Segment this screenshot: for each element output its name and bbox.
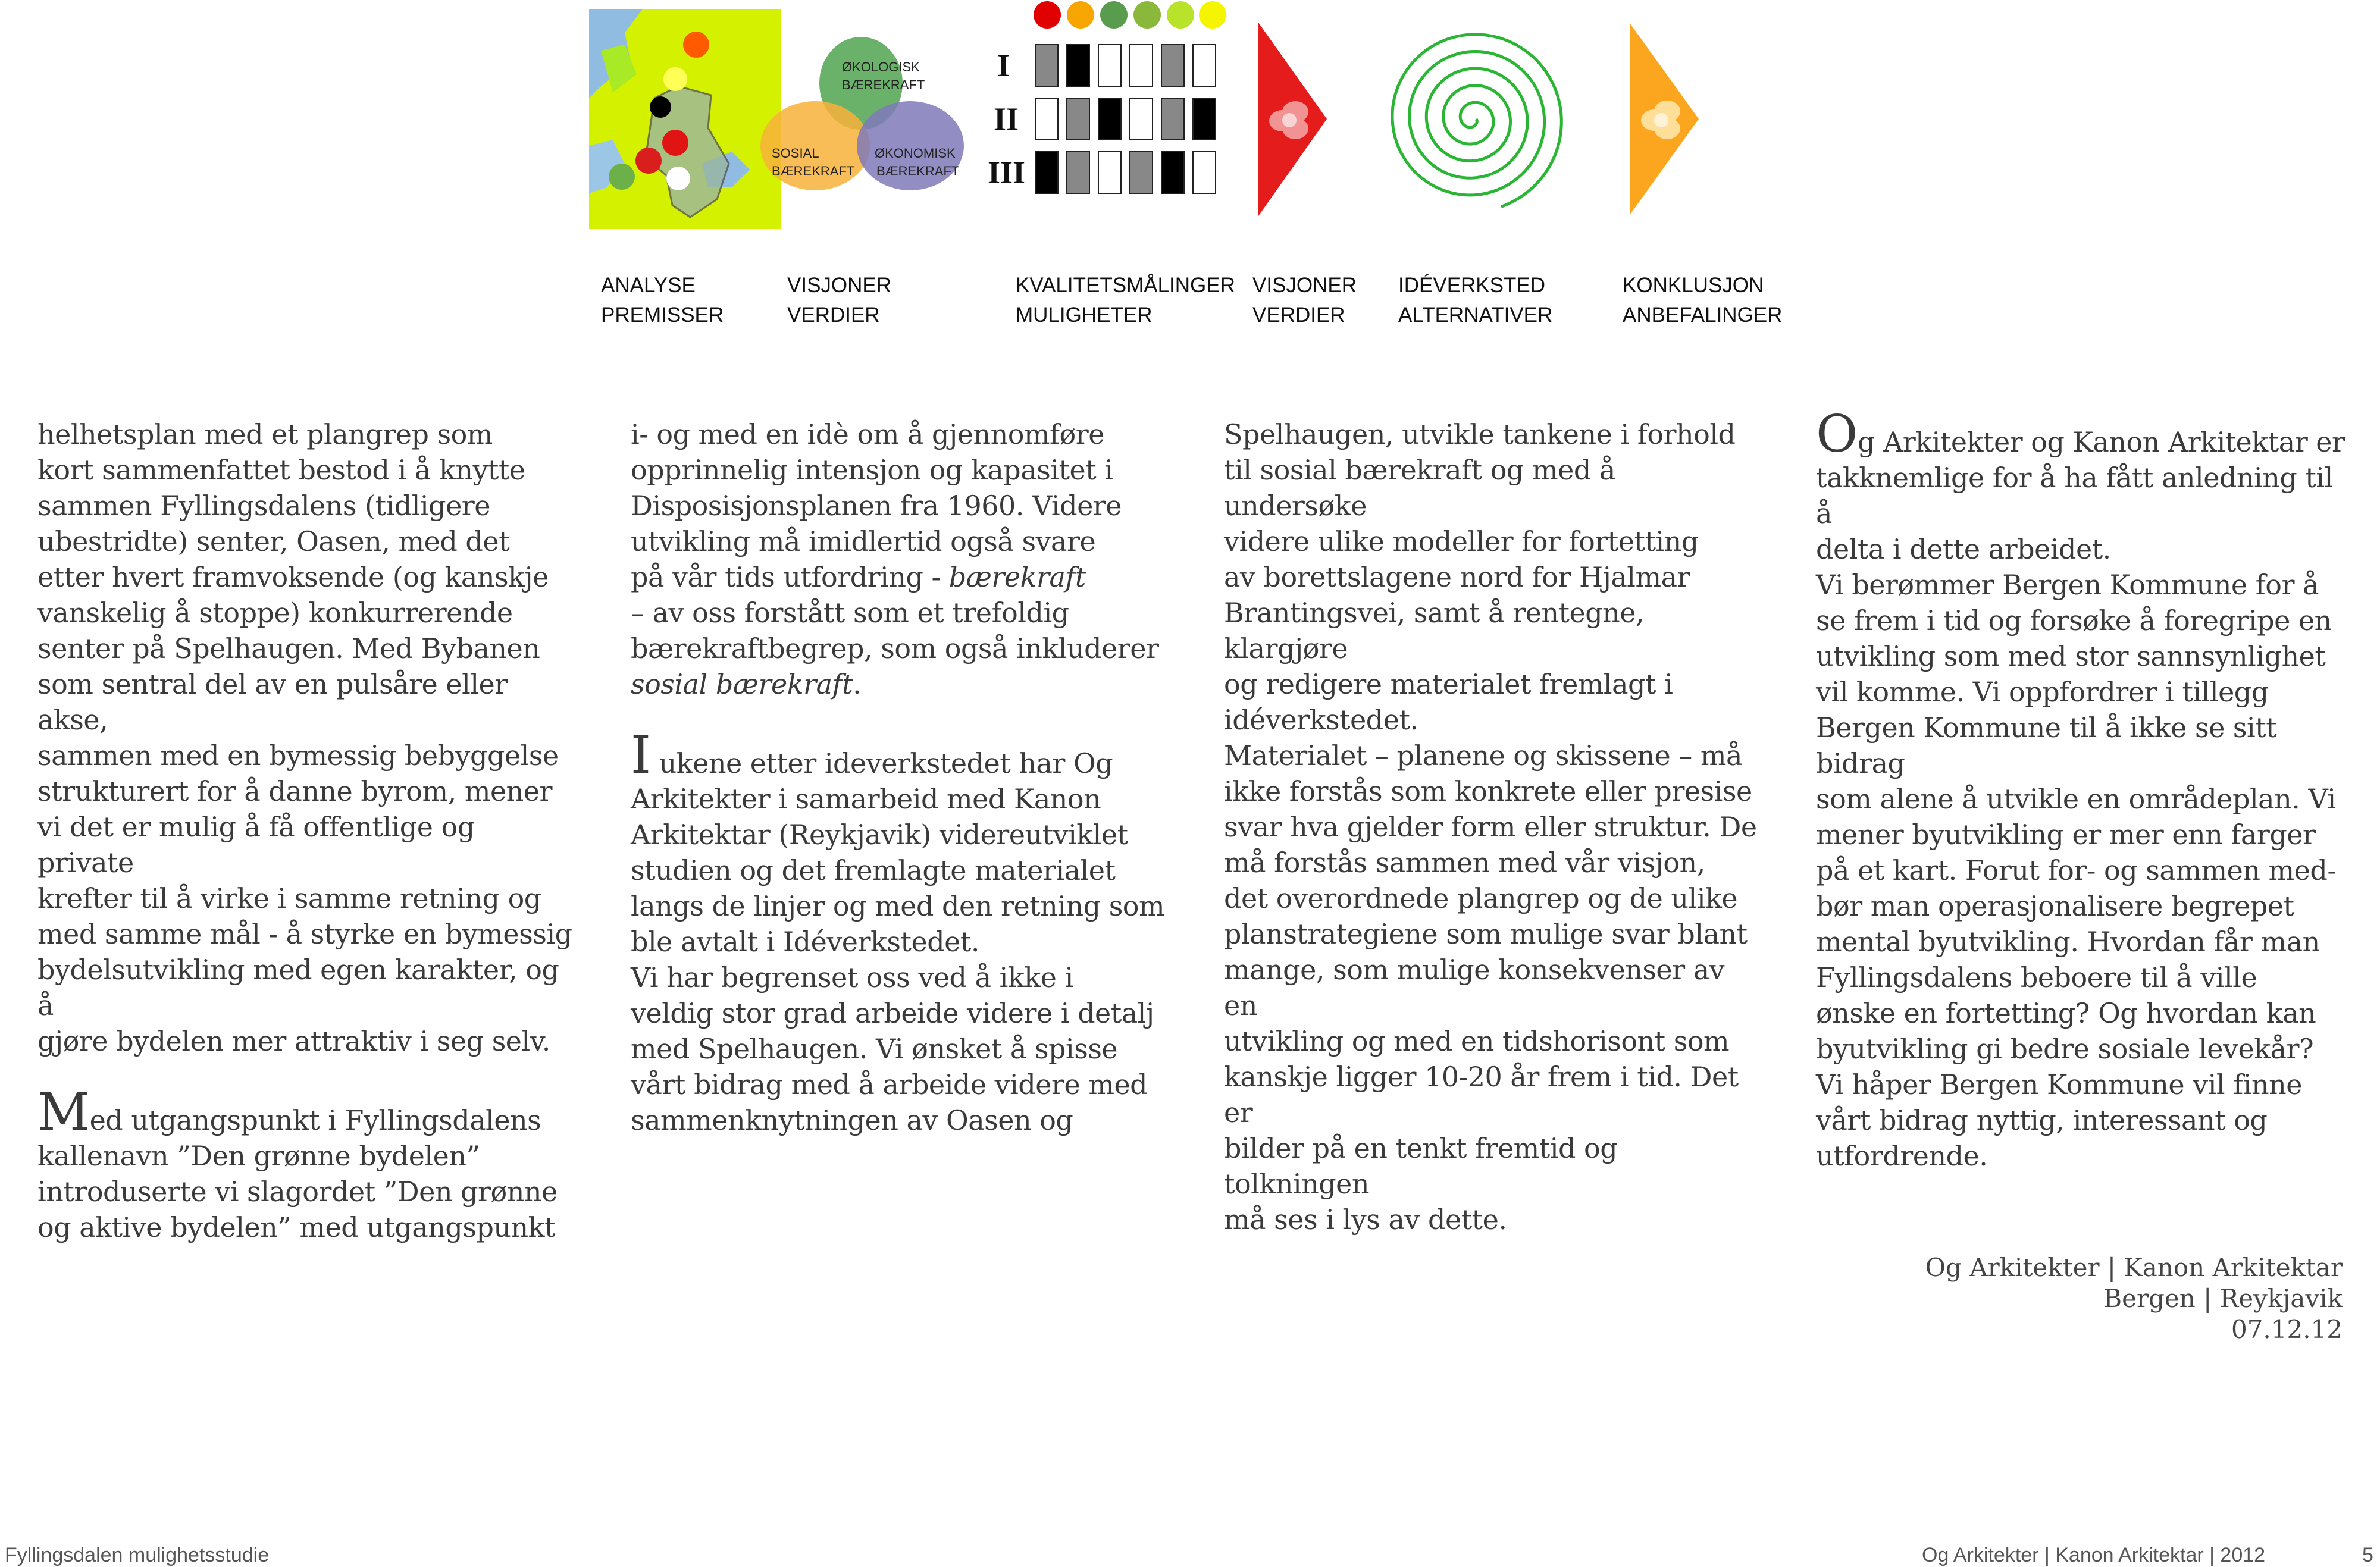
paragraph: helhetsplan med et plangrep som kort sammenfattet bestod i å knytte sammen Fyllingsdalens (tidligere ubestridte) senter, Oasen, med det etter hvert framvoksende (og kanskje vanskelig å stoppe) konkurrerende senter på Spelhaugen. Med Bybanen som sentral del av en pulsåre eller akse, sammen med en bymessig bebyggelse strukturert for å danne byrom, mener vi det er mulig å få offentlige og private krefter til å virke i samme retning og med samme mål - å styrke en bymessig bydelsutvikling med egen karakter, og å gjøre bydelen mer attraktiv i seg selv. [37,418,572,1057]
step-label-kvalitetsmalinger: KVALITETSMÅLINGER MULIGHETER [1016,274,1235,327]
social-label-1: SOSIAL [772,146,819,161]
signoff-cities: Bergen | Reykjavik [2103,1284,2343,1313]
text-column-1 [37,416,573,1245]
economic-label-2: BÆREKRAFT [876,164,960,178]
color-dot [1133,1,1161,29]
color-dot [1199,1,1226,29]
ecological-label-2: BÆREKRAFT [842,77,925,92]
signoff-block [1925,1252,2343,1345]
spiral-icon [1374,24,1571,214]
footer-credits: Og Arkitekter | Kanon Arkitektar | 2012 [1922,1544,2266,1566]
red-arrow-icon [1258,23,1330,216]
paragraph: I ukene etter ideverkstedet har Og Arkitekter i samarbeid med Kanon Arkitektar (Reykjavik) videreutviklet studien og det fremlagte materialet langs de linjer og med den retning som ble avtalt i Idéverkstedet. Vi har begrenset oss ved å ikke i veldig stor grad arbeide videre i detalj med Spelhaugen. Vi ønsket å spisse vårt bidrag med å arbeide videre med sammenknytningen av Oasen og [631,726,1165,1136]
row-label-i: I [997,48,1010,83]
quality-measurements-icon [988,0,1238,202]
analysis-map-icon [589,9,781,229]
step-label-konklusjon: KONKLUSJON ANBEFALINGER [1623,274,1783,327]
paragraph: Og Arkitekter og Kanon Arkitektar er takknemlige for å ha fått anledning til å delta i dette arbeidet. Vi berømmer Bergen Kommune for å se frem i tid og forsøke å foregripe en utvikling som med stor sannsynlighet vil komme. Vi oppfordrer i tillegg Bergen Kommune til å ikke se sitt bidrag som alene å utvikle en områdeplan. Vi mener byutvikling er mer enn farger på et kart. Forut for- og sammen med- bør man operasjonalisere begrepet mental byutvikling. Hvordan får man Fyllingsdalens beboere til å ville ønske en fortetting? Og hvordan kan byutvikling gi bedre sosiale levekår? Vi håper Bergen Kommune vil finne vårt bidrag nyttig, interessant og utfordrende. [1816,405,2345,1172]
text-column-2 [631,416,1166,1138]
text-column-4 [1816,405,2351,1174]
drop-cap: M [37,1083,90,1142]
step-label-visjoner-2: VISJONER VERDIER [1252,274,1357,327]
step-label-visjoner-1: VISJONER VERDIER [787,274,892,327]
color-dots [1034,1,1226,29]
color-dot [1167,1,1194,29]
color-dot [1100,1,1128,29]
paragraph: i- og med en idè om å gjennomføre opprinnelig intensjon og kapasitet i Disposisjonsplanen fra 1960. Videre utvikling må imidlertid også svare på vår tids utfordring - bærekraft – av oss forstått som et trefoldig bærekraftbegrep, som også inkluderer sosial bærekraft. [631,418,1159,700]
color-dot [1067,1,1094,29]
row-label-iii: III [988,155,1026,190]
drop-cap: I [631,726,651,785]
footer-document-title: Fyllingsdalen mulighetsstudie [5,1544,270,1566]
paragraph: Spelhaugen, utvikle tankene i forhold til sosial bærekraft og med å undersøke videre ulike modeller for fortetting av borettslagene nord for Hjalmar Brantingsvei, samt å rentegne, klargjøre og redigere materialet fremlagt i idéverkstedet. Materialet – planene og skissene – må ikke forstås som konkrete eller presise svar hva gjelder form eller struktur. De må forstås sammen med vår visjon, det overordnede plangrep og de ulike planstrategiene som mulige svar blant mange, som mulige konsekvenser av en utvikling og med en tidshorisont som kanskje ligger 10-20 år frem i tid. Det er bilder på en tenkt fremtid og tolkningen må ses i lys av dette. [1224,418,1757,1236]
economic-label-1: ØKONOMISK [875,146,956,161]
paragraph: Med utgangspunkt i Fyllingsdalens kallenavn ”Den grønne bydelen” introduserte vi slagordet ”Den grønne og aktive bydelen” med utgangspunkt [37,1083,558,1243]
signoff-date: 07.12.12 [2231,1315,2343,1344]
drop-cap: O [1816,405,1858,464]
social-label-2: BÆREKRAFT [772,164,855,178]
step-label-ideverksted: IDÉVERKSTED ALTERNATIVER [1398,274,1553,327]
step-label-analyse: ANALYSE PREMISSER [601,274,724,327]
signoff-firms: Og Arkitekter | Kanon Arkitektar [1925,1253,2343,1282]
sustainability-venn-diagram [759,36,964,199]
color-dot [1034,1,1061,29]
row-label-ii: II [994,101,1019,137]
footer-page-number: 5 [2362,1544,2373,1566]
orange-arrow-icon [1630,24,1702,214]
text-column-3 [1224,416,1759,1237]
ecological-label-1: ØKOLOGISK [842,59,920,74]
